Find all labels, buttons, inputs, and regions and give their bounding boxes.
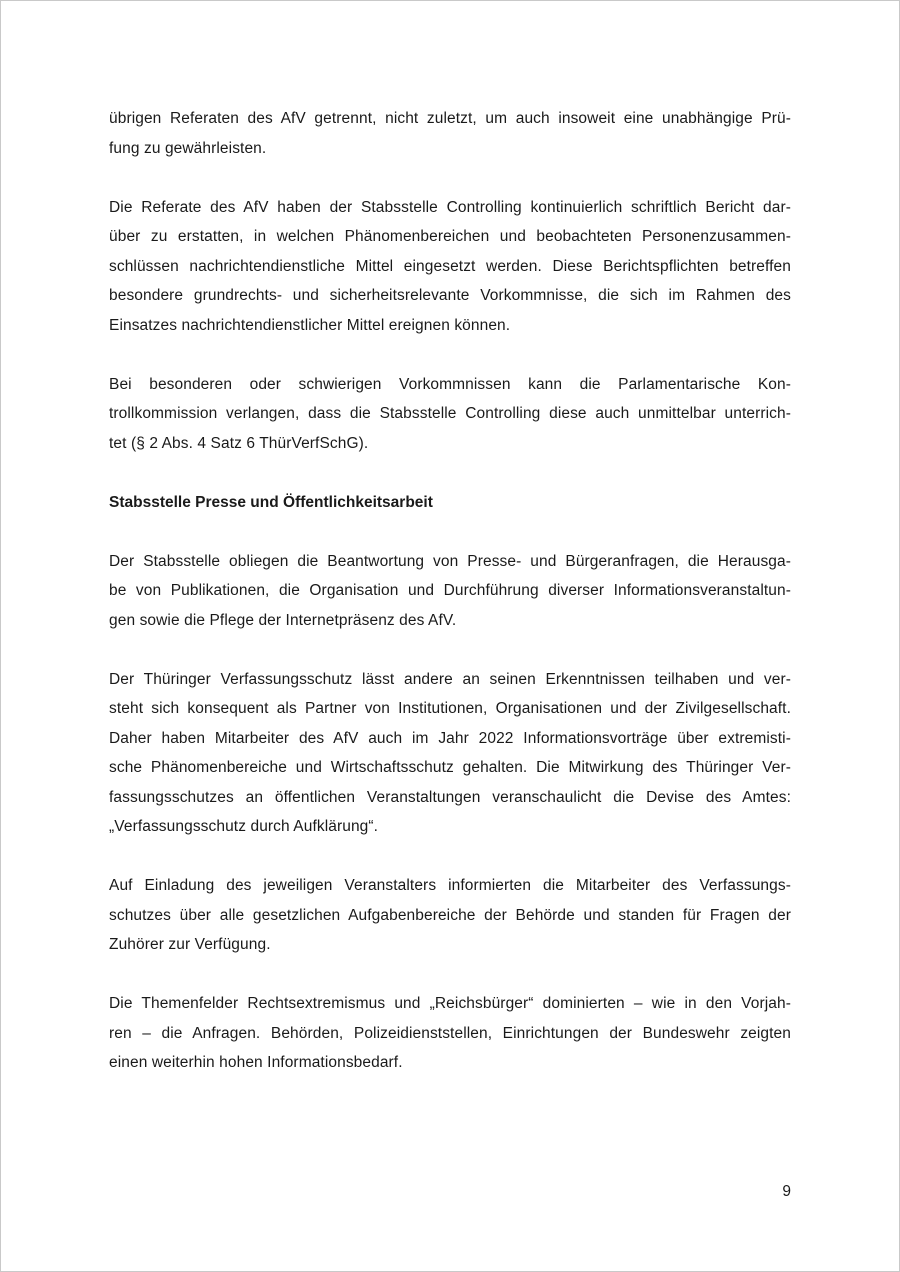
text-line: be von Publikationen, die Organisation und Durchführung diverser Informationsveranstaltun- (109, 582, 791, 599)
text-line: besondere grundrechts- und sicherheitsrelevante Vorkommnisse, die sich im Rahmen des (109, 287, 791, 304)
text-line: fassungsschutzes an öffentlichen Veranstaltungen veranschaulicht die Devise des Amtes: (109, 788, 791, 806)
text-line: Daher haben Mitarbeiter des AfV auch im Jahr 2022 Informationsvorträge über extremisti- (109, 729, 791, 747)
text-line: Auf Einladung des jeweiligen Veranstalters informierten die Mitarbeiter des Verfassungs- (109, 877, 791, 894)
text-line: Der Thüringer Verfassungsschutz lässt andere an seinen Erkenntnissen teilhaben und ver- (109, 670, 791, 688)
paragraph (109, 104, 791, 163)
text-line: schutzes über alle gesetzlichen Aufgabenbereiche der Behörde und standen für Fragen der (109, 906, 791, 924)
section-heading: Stabsstelle Presse und Öffentlichkeitsarbeit (109, 493, 433, 511)
text-line: Einsatzes nachrichtendienstlicher Mittel ereignen können. (109, 316, 511, 334)
text-line: steht sich konsequent als Partner von Institutionen, Organisationen und der Zivilgesellschaft. (109, 700, 791, 717)
text-line: über zu erstatten, in welchen Phänomenbereichen und beobachteten Personenzusammen- (109, 228, 791, 245)
text-line: Die Themenfelder Rechtsextremismus und „Reichsbürger“ dominierten – wie in den Vorjah- (109, 995, 791, 1012)
page-number: 9 (782, 1183, 791, 1200)
paragraph (109, 370, 791, 459)
paragraph (109, 547, 791, 636)
paragraph (109, 193, 791, 341)
text-line: übrigen Referaten des AfV getrennt, nicht zuletzt, um auch insoweit eine unabhängige Prü- (109, 110, 791, 127)
paragraph (109, 871, 791, 960)
text-line: Zuhörer zur Verfügung. (109, 936, 271, 953)
paragraph (109, 989, 791, 1078)
text-line: einen weiterhin hohen Informationsbedarf. (109, 1054, 403, 1071)
text-line: fung zu gewährleisten. (109, 139, 267, 157)
paragraph (109, 665, 791, 842)
text-line: schlüssen nachrichtendienstliche Mittel eingesetzt werden. Diese Berichtspflichten betreffen (109, 257, 791, 275)
text-line: tet (§ 2 Abs. 4 Satz 6 ThürVerfSchG). (109, 434, 369, 452)
text-line: „Verfassungsschutz durch Aufklärung“. (109, 818, 379, 835)
text-line: trollkommission verlangen, dass die Stabsstelle Controlling diese auch unmittelbar unterrich- (109, 405, 791, 422)
text-line: Bei besonderen oder schwierigen Vorkommnissen kann die Parlamentarische Kon- (109, 375, 791, 393)
text-line: ren – die Anfragen. Behörden, Polizeidienststellen, Einrichtungen der Bundeswehr zeigten (109, 1024, 791, 1042)
text-line: gen sowie die Pflege der Internetpräsenz des AfV. (109, 611, 457, 629)
text-line: sche Phänomenbereiche und Wirtschaftsschutz gehalten. Die Mitwirkung des Thüringer Ver- (109, 759, 791, 776)
page-content (109, 104, 791, 1107)
text-line: Die Referate des AfV haben der Stabsstelle Controlling kontinuierlich schriftlich Bericht dar- (109, 198, 791, 216)
text-line: Der Stabsstelle obliegen die Beantwortung von Presse- und Bürgeranfragen, die Herausga- (109, 552, 791, 570)
